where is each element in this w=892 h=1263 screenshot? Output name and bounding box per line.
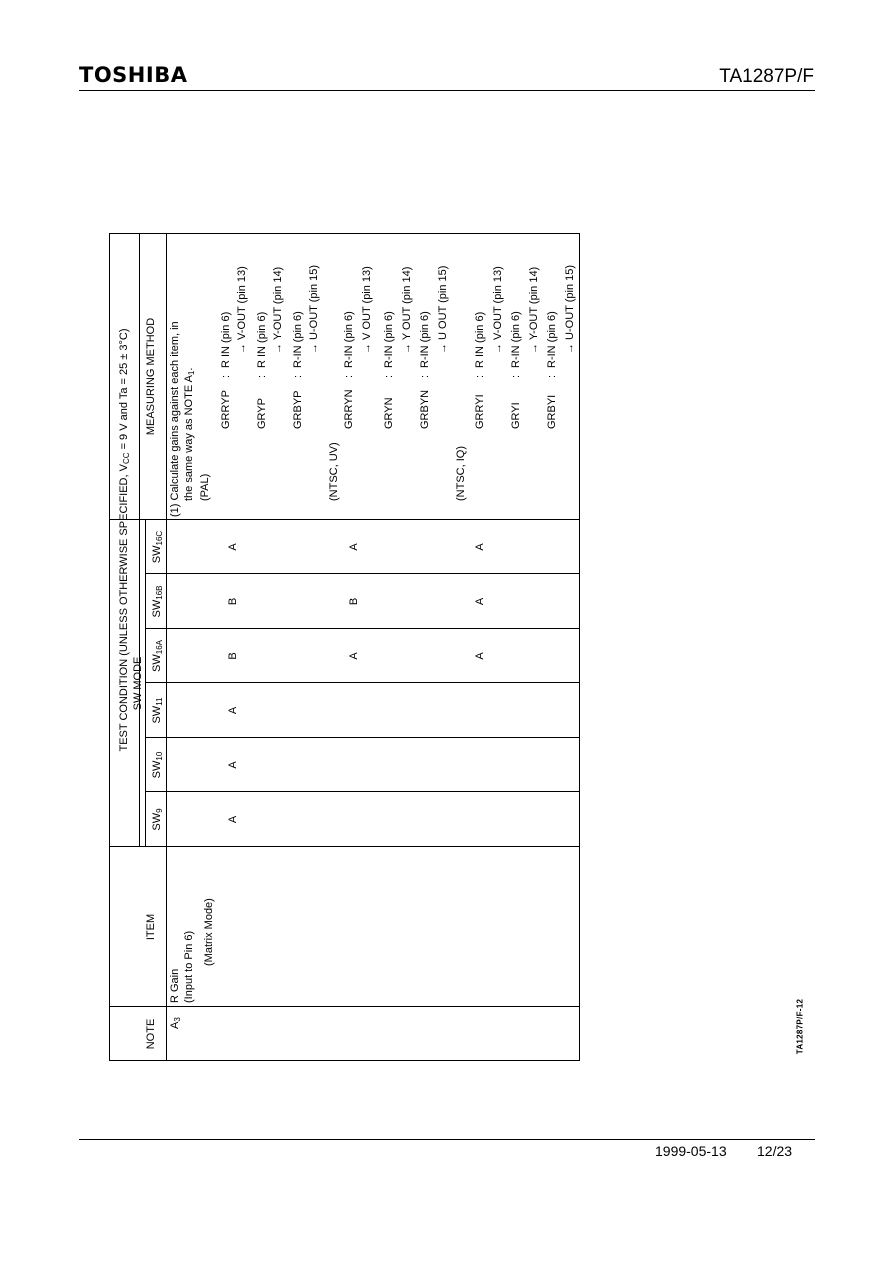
header-divider-left [166, 847, 167, 1061]
footer-rule [79, 1139, 815, 1140]
uv-0-name: GRRYN [343, 389, 355, 429]
item-line-2: (Input to Pin 6) [183, 930, 195, 1003]
iq-0-in: R IN (pin 6) [474, 311, 486, 368]
uv-1-name: GRYN [383, 397, 395, 429]
uv-2-name: GRBYN [419, 389, 431, 429]
iq-2-name: GRBYI [546, 394, 558, 429]
iq-1-in: R-IN (pin 6) [510, 311, 522, 368]
sw16a-header: $SW_{16A}$ [151, 640, 164, 672]
footer-page-number: 12/23 [757, 1143, 793, 1159]
sw16c-uv: A [348, 543, 360, 551]
pal-0-in: R IN (pin 6) [220, 311, 232, 368]
col-note-header: NOTE [145, 1018, 157, 1050]
method-intro-1: (1) Calculate gains against each item, in [169, 321, 181, 517]
uv-0-in: R-IN (pin 6) [343, 311, 355, 368]
sw16b-pal: B [227, 597, 239, 606]
sw-col-line-2 [145, 737, 580, 738]
test-condition-title: TEST CONDITION (UNLESS OTHERWISE SPECIFIED, $V_{CC} = 9$ V and Ta = 25 ± 3°C) [118, 328, 131, 752]
sw-col-line-5 [145, 573, 580, 574]
sw16b-header: $SW_{16B}$ [151, 585, 164, 618]
sw9-header: $SW_9$ [151, 808, 164, 831]
pal-2-in: R-IN (pin 6) [292, 311, 304, 368]
item-divider [109, 846, 580, 847]
sw11-header: $SW_{11}$ [151, 697, 164, 724]
sw16c-pal: A [227, 543, 239, 551]
uv-1-out: → Y OUT (pin 14) [401, 266, 413, 354]
method-intro-2: the same way as NOTE $A_1$. [183, 367, 196, 501]
side-page-code: TA1287P/F-12 [795, 998, 805, 1055]
sw-col-line-3 [145, 682, 580, 683]
sw16c-header: $SW_{16C}$ [151, 530, 164, 564]
sw-method-divider [109, 519, 580, 520]
sw9-pal: A [227, 815, 239, 824]
item-line-3: (Matrix Mode) [203, 898, 215, 966]
uv-1-in: R-IN (pin 6) [383, 311, 395, 368]
sw-subheader-divider [145, 520, 146, 847]
uv-0-colon: : [343, 374, 355, 378]
uv-2-colon: : [419, 374, 431, 378]
iq-1-out: → Y-OUT (pin 14) [528, 266, 540, 354]
sw16a-iq: A [474, 652, 486, 660]
pal-0-name: GRRYP [220, 390, 232, 429]
part-number: TA1287P/F [719, 66, 814, 87]
uv-2-in: R-IN (pin 6) [419, 311, 431, 368]
sw16b-uv: B [348, 597, 360, 606]
footer-date: 1999-05-13 [655, 1143, 727, 1159]
pal-0-out: → V-OUT (pin 13) [236, 266, 248, 354]
uv-1-colon: : [383, 374, 395, 378]
pal-2-colon: : [292, 374, 304, 378]
pal-0-colon: : [220, 374, 232, 378]
method-pal-label: (PAL) [199, 473, 211, 501]
iq-1-colon: : [510, 374, 522, 378]
sw10-header: $SW_{10}$ [151, 751, 164, 779]
toshiba-logo: TOSHIBA [79, 63, 188, 87]
test-condition-table [109, 233, 580, 1061]
pal-2-name: GRBYP [292, 390, 304, 429]
pal-2-out: → U-OUT (pin 15) [308, 264, 320, 354]
uv-0-out: → V OUT (pin 13) [361, 266, 373, 354]
iq-0-out: → V-OUT (pin 13) [492, 266, 504, 354]
sw16c-iq: A [474, 543, 486, 551]
method-uv-label: (NTSC, UV) [328, 442, 340, 501]
pal-1-name: GRYP [256, 398, 268, 429]
sw16a-pal: B [227, 652, 239, 660]
method-iq-label: (NTSC, IQ) [455, 446, 467, 501]
uv-2-out: → U OUT (pin 15) [437, 265, 449, 354]
sw11-pal: A [227, 706, 239, 715]
table-rotated-body [109, 233, 580, 1061]
sw-col-line-1 [145, 791, 580, 792]
iq-0-colon: : [474, 374, 486, 378]
iq-2-out: → U-OUT (pin 15) [564, 264, 576, 354]
pal-1-colon: : [256, 374, 268, 378]
note-cell: $A_3$ [169, 1017, 182, 1029]
sw-mode-header: SW MODE [132, 656, 144, 711]
pal-1-out: → Y-OUT (pin 14) [272, 266, 284, 354]
sw-col-line-4 [145, 628, 580, 629]
sw10-pal: A [227, 761, 239, 769]
header-rule [79, 90, 815, 91]
measuring-method-header: MEASURING METHOD [145, 317, 157, 436]
iq-0-name: GRRYI [474, 394, 486, 429]
pal-1-in: R IN (pin 6) [256, 311, 268, 368]
sw16b-iq: A [474, 597, 486, 606]
iq-2-colon: : [546, 374, 558, 378]
item-line-1: R Gain [169, 968, 181, 1003]
col-item-header: ITEM [145, 913, 157, 941]
iq-2-in: R-IN (pin 6) [546, 311, 558, 368]
note-divider [109, 1006, 580, 1007]
sw16a-uv: A [348, 652, 360, 660]
iq-1-name: GRYI [510, 402, 522, 429]
